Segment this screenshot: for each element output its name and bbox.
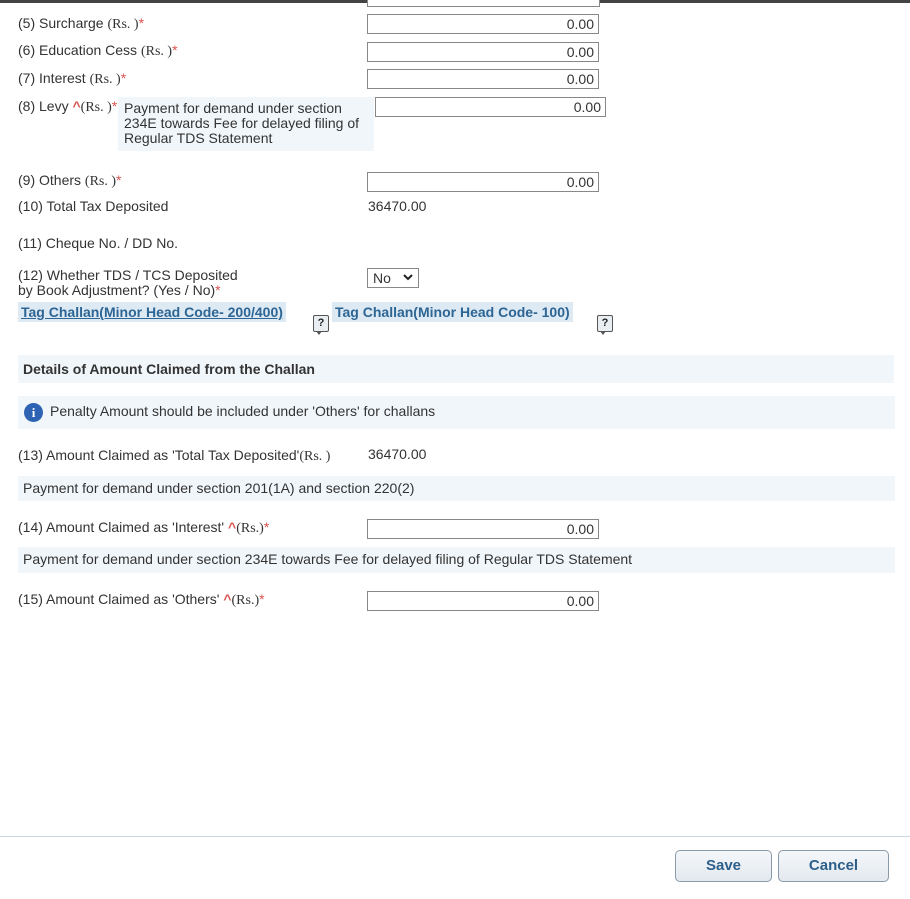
caret-marker: ^ xyxy=(223,591,232,607)
required-marker: * xyxy=(215,282,221,298)
others-claimed-unit: (Rs.) xyxy=(231,593,260,608)
education-cess-label-text: (6) Education Cess xyxy=(18,42,141,58)
interest-unit: (Rs. ) xyxy=(89,72,121,87)
tag-challan-100-link[interactable]: Tag Challan(Minor Head Code- 100) xyxy=(332,302,573,322)
caret-marker: ^ xyxy=(228,519,237,535)
others-claimed-input[interactable]: 0.00 xyxy=(367,591,599,611)
claimed-section-title: Details of Amount Claimed from the Challan xyxy=(18,355,894,383)
required-marker: * xyxy=(263,519,270,535)
surcharge-label-text: (5) Surcharge xyxy=(18,15,108,31)
book-adjustment-selected: No xyxy=(373,270,391,286)
save-button[interactable]: Save xyxy=(675,850,772,882)
others-label-text: (9) Others xyxy=(18,172,85,188)
cancel-button[interactable]: Cancel xyxy=(778,850,889,882)
levy-unit: (Rs. ) xyxy=(80,100,112,115)
others-label xyxy=(18,172,121,190)
caret-marker: ^ xyxy=(72,98,81,114)
interest-label-text: (7) Interest xyxy=(18,70,90,86)
book-adjustment-label-line2: by Book Adjustment? (Yes / No) xyxy=(18,282,216,298)
surcharge-label xyxy=(18,15,144,33)
interest-claimed-unit: (Rs.) xyxy=(236,521,264,536)
help-icon[interactable]: ? xyxy=(597,315,613,332)
education-cess-input[interactable]: 0.00 xyxy=(367,42,599,62)
interest-claimed-label-text: (14) Amount Claimed as 'Interest' xyxy=(18,519,228,535)
info-banner xyxy=(18,396,895,429)
previous-field-edge xyxy=(367,0,600,7)
total-tax-claimed-unit: (Rs. ) xyxy=(299,449,331,464)
levy-input[interactable]: 0.00 xyxy=(375,97,606,117)
tag-challan-200-400-link[interactable]: Tag Challan(Minor Head Code- 200/400) xyxy=(18,302,286,322)
section-201-band: Payment for demand under section 201(1A) and section 220(2) xyxy=(18,476,895,501)
levy-label xyxy=(18,98,117,116)
surcharge-unit: (Rs. ) xyxy=(107,17,139,32)
interest-claimed-input[interactable]: 0.00 xyxy=(367,519,599,539)
interest-input[interactable]: 0.00 xyxy=(367,69,599,89)
others-unit: (Rs. ) xyxy=(84,174,117,189)
info-icon: i xyxy=(24,403,43,422)
interest-label xyxy=(18,70,126,88)
info-message: Penalty Amount should be included under 'Others' for challans xyxy=(50,403,436,419)
footer-divider xyxy=(0,836,910,837)
others-claimed-label-text: (15) Amount Claimed as 'Others' xyxy=(18,591,224,607)
education-cess-unit: (Rs. ) xyxy=(140,44,173,59)
interest-claimed-label xyxy=(18,519,269,537)
book-adjustment-label xyxy=(18,268,238,298)
total-tax-label: (10) Total Tax Deposited xyxy=(18,198,169,214)
cheque-label: (11) Cheque No. / DD No. xyxy=(18,235,179,251)
total-tax-claimed-label xyxy=(18,447,330,465)
required-marker: * xyxy=(259,591,265,607)
help-icon[interactable]: ? xyxy=(313,315,329,332)
education-cess-label xyxy=(18,42,178,60)
book-adjustment-label-line1: (12) Whether TDS / TCS Deposited xyxy=(18,267,238,283)
required-marker: * xyxy=(172,42,178,58)
others-input[interactable]: 0.00 xyxy=(367,172,599,192)
required-marker: * xyxy=(111,98,118,114)
book-adjustment-select[interactable] xyxy=(367,268,419,288)
surcharge-input[interactable]: 0.00 xyxy=(367,14,599,34)
total-tax-value: 36470.00 xyxy=(368,198,427,214)
total-tax-claimed-value: 36470.00 xyxy=(368,446,427,462)
required-marker: * xyxy=(138,15,145,31)
required-marker: * xyxy=(120,70,127,86)
others-claimed-label xyxy=(18,591,265,609)
total-tax-claimed-label-text: (13) Amount Claimed as 'Total Tax Deposited' xyxy=(18,447,300,463)
chevron-down-icon xyxy=(403,272,413,282)
levy-label-text: (8) Levy xyxy=(18,98,73,114)
levy-note: Payment for demand under section 234E towards Fee for delayed filing of Regular TDS Statement xyxy=(118,97,374,151)
required-marker: * xyxy=(116,172,122,188)
section-234e-band: Payment for demand under section 234E towards Fee for delayed filing of Regular TDS Statement xyxy=(18,547,895,573)
